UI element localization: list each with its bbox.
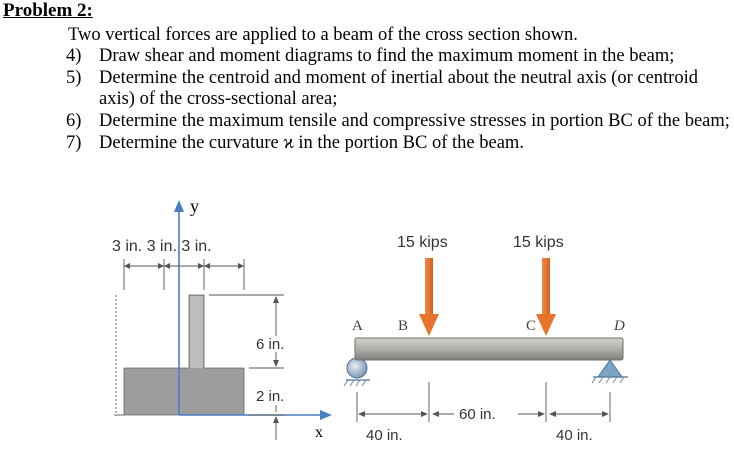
height-top-label: 6 in. xyxy=(256,336,285,353)
dim-left-label: 40 in. xyxy=(366,427,403,444)
beam-assembly xyxy=(344,258,628,386)
x-axis-label: x xyxy=(315,424,323,441)
dim-mid-label: 60 in. xyxy=(459,406,496,423)
beam xyxy=(355,338,623,360)
left-pin-support xyxy=(344,358,370,386)
dim-right-label: 40 in. xyxy=(556,427,593,444)
item-number: 6) xyxy=(66,111,82,131)
item-number: 5) xyxy=(66,68,82,88)
problem-intro: Two vertical forces are applied to a beam of the cross section shown. xyxy=(68,25,578,45)
cross-section xyxy=(124,295,244,415)
force-arrow-b xyxy=(419,258,439,336)
item-text: Draw shear and moment diagrams to find the maximum moment in the beam; xyxy=(99,46,675,66)
item-text: Determine the curvature ϰ in the portion BC of the beam. xyxy=(99,133,524,153)
force-c-label: 15 kips xyxy=(513,234,564,251)
item-text: Determine the centroid and moment of inertial about the neutral axis (or centroid axis) of the cross-sectional area; xyxy=(99,68,698,109)
y-axis-label: y xyxy=(190,196,199,216)
cross-section-shape xyxy=(124,295,244,415)
force-b-label: 15 kips xyxy=(397,234,448,251)
width-dimension-label: 3 in. 3 in. 3 in. xyxy=(112,238,212,255)
point-c-label: C xyxy=(526,318,537,334)
point-b-label: B xyxy=(398,318,409,334)
height-bottom-label: 2 in. xyxy=(256,388,285,405)
item-number: 4) xyxy=(66,46,82,66)
problem-title: Problem 2: xyxy=(3,0,93,21)
point-a-label: A xyxy=(352,318,363,334)
web-face xyxy=(190,296,203,368)
item-text: Determine the maximum tensile and compressive stresses in portion BC of the beam; xyxy=(99,111,730,131)
right-roller-support xyxy=(592,360,628,383)
height-dimension-lines xyxy=(209,295,284,440)
item-number: 7) xyxy=(66,133,82,153)
force-arrow-c xyxy=(536,258,556,336)
point-d-label: D xyxy=(614,318,625,334)
